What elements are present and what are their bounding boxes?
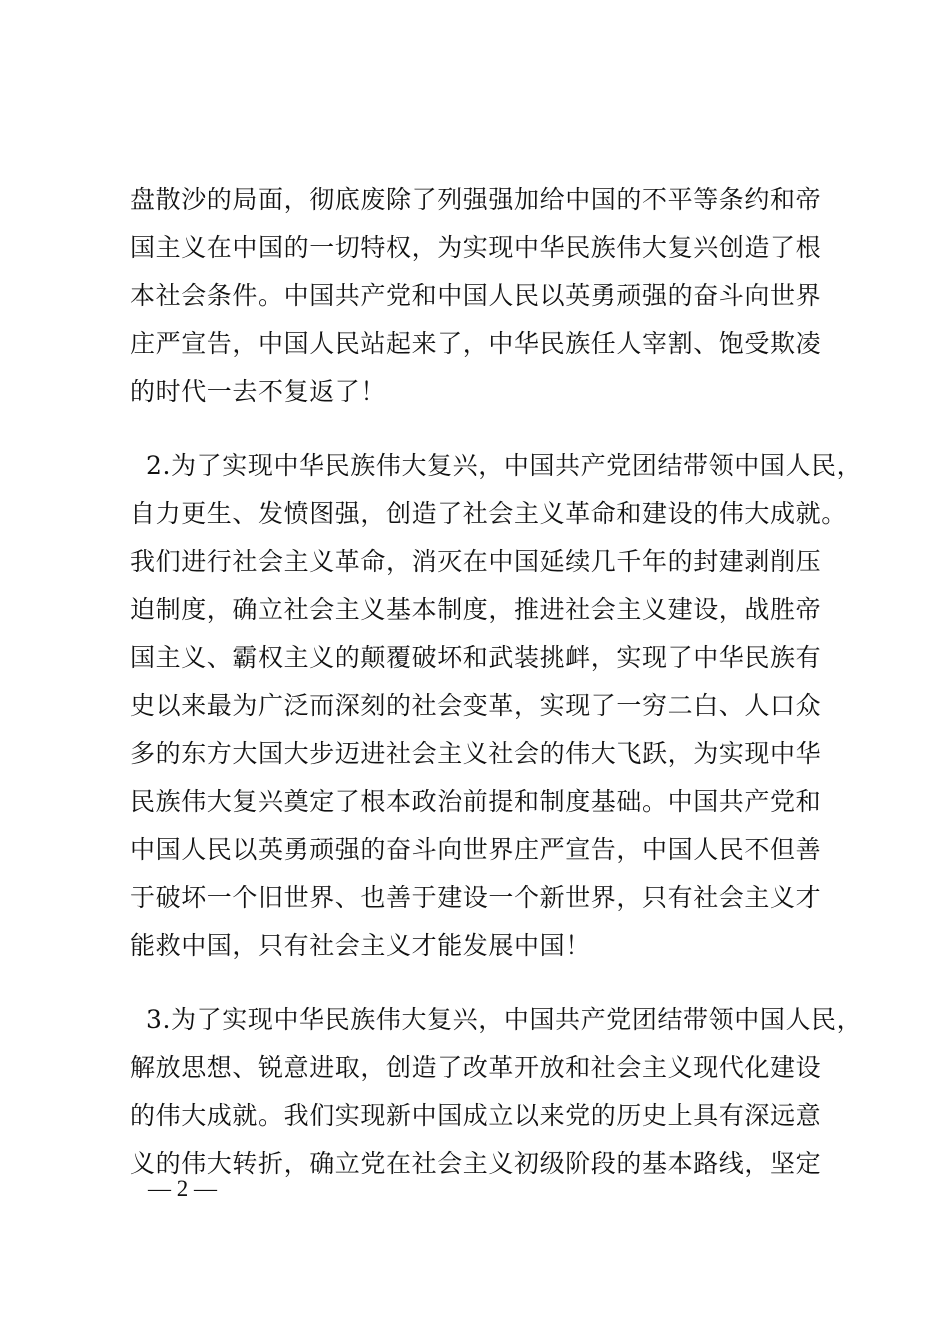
text-line: 的时代一去不复返了！ — [130, 377, 387, 406]
page-number: — 2 — — [148, 1176, 217, 1201]
text-line: 国主义在中国的一切特权，为实现中华民族伟大复兴创造了根 — [130, 233, 822, 262]
text-line: 能救中国，只有社会主义才能发展中国！ — [130, 931, 591, 960]
text-line: 中国人民以英勇顽强的奋斗向世界庄严宣告，中国人民不但善 — [130, 835, 822, 864]
text-line: 解放思想、锐意进取，创造了改革开放和社会主义现代化建设 — [130, 1053, 822, 1082]
text-line: 义的伟大转折，确立党在社会主义初级阶段的基本路线，坚定 — [130, 1149, 822, 1178]
text-line: 民族伟大复兴奠定了根本政治前提和制度基础。中国共产党和 — [130, 787, 822, 816]
paragraph-3-first-line: 3.为了实现中华民族伟大复兴，中国共产党团结带领中国人民， — [146, 1005, 863, 1034]
text-line: 国主义、霸权主义的颠覆破坏和武装挑衅，实现了中华民族有 — [130, 643, 822, 672]
text-line: 盘散沙的局面，彻底废除了列强强加给中国的不平等条约和帝 — [130, 185, 822, 214]
text-line: 多的东方大国大步迈进社会主义社会的伟大飞跃，为实现中华 — [130, 739, 822, 768]
text-line: 于破坏一个旧世界、也善于建设一个新世界，只有社会主义才 — [130, 883, 822, 912]
paragraph-2-first-line: 2.为了实现中华民族伟大复兴，中国共产党团结带领中国人民， — [146, 451, 863, 480]
text-line: 迫制度，确立社会主义基本制度，推进社会主义建设，战胜帝 — [130, 595, 822, 624]
text-line: 的伟大成就。我们实现新中国成立以来党的历史上具有深远意 — [130, 1101, 822, 1130]
text-line: 自力更生、发愤图强，创造了社会主义革命和建设的伟大成就。 — [130, 499, 847, 528]
text-line: 我们进行社会主义革命，消灭在中国延续几千年的封建剥削压 — [130, 547, 822, 576]
text-line: 史以来最为广泛而深刻的社会变革，实现了一穷二白、人口众 — [130, 691, 822, 720]
text-line: 庄严宣告，中国人民站起来了，中华民族任人宰割、饱受欺凌 — [130, 329, 822, 358]
text-line: 本社会条件。中国共产党和中国人民以英勇顽强的奋斗向世界 — [130, 281, 822, 310]
